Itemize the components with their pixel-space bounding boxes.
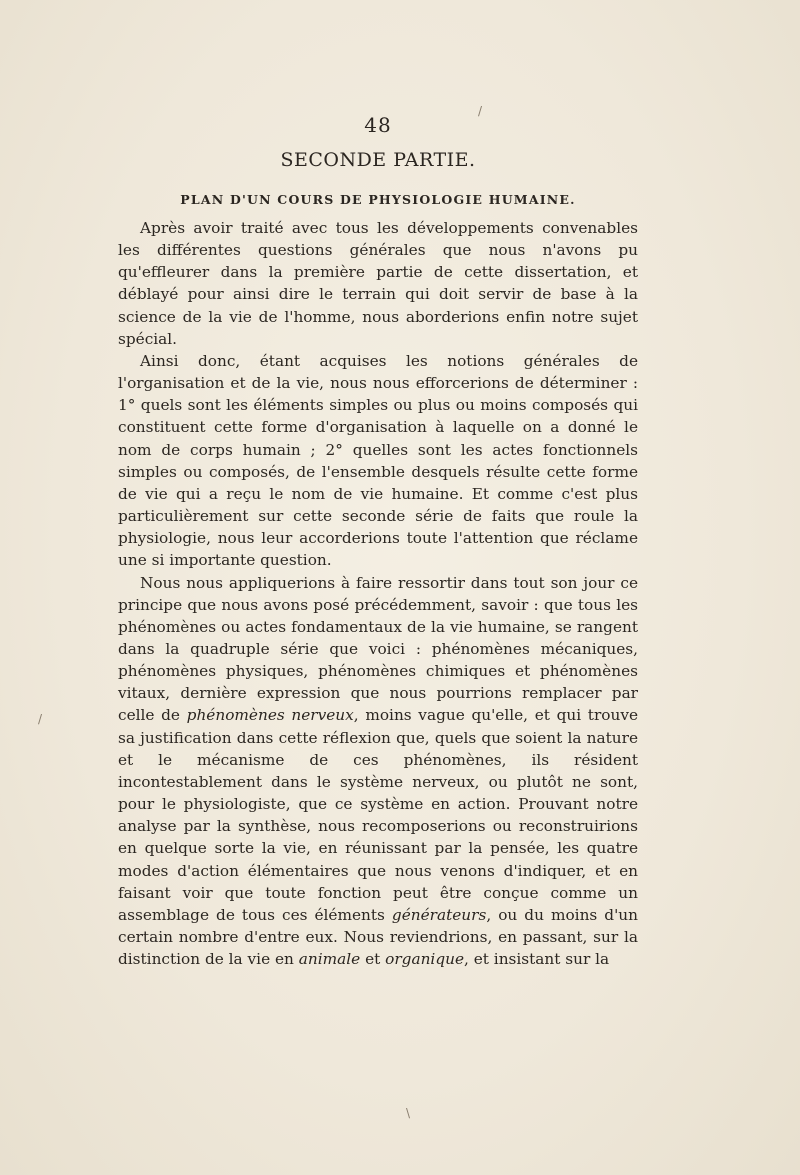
chapter-title: PLAN D'UN COURS DE PHYSIOLOGIE HUMAINE.	[180, 192, 576, 207]
paragraph	[118, 572, 638, 971]
paragraph-text: Après avoir traité avec tous les développements convenables les différentes questions générales que nous n'avons pu qu'effleurer dans la première partie de cette dissertation, et déblayé pour ainsi dire le terrain qui doit servir de base à la science de la vie de l'homme, nous aborderions enfin notre sujet spécial.	[118, 219, 638, 348]
paragraph-text: Ainsi donc, étant acquises les notions générales de l'organisation et de la vie, nous nous efforcerions de déterminer : 1° quels sont les éléments simples ou plus ou moins composés qui constituent cette forme d'organisation à laquelle on a donné le nom de corps humain ; 2° quelles sont les actes fonctionnels simples ou composés, de l'ensemble desquels résulte cette forme de vie qui a reçu le nom de vie humaine. Et comme c'est plus particulièrement sur cette seconde série de faits que roule la physiologie, nous leur accorderions toute l'attention que réclame une si importante question.	[118, 351, 638, 570]
paragraph-text: , ou du moins d'un certain nombre d'entre eux. Nous reviendrions, en passant, sur la distinction de la vie en	[118, 905, 638, 969]
page-text	[118, 113, 638, 970]
paragraph-text: Nous nous appliquerions à faire ressortir dans tout son jour ce principe que nous avons posé précédemment, savoir : que tous les phénomènes ou actes fondamentaux de la vie humaine, se rangent dans la quadruple série que voici : phénomènes mécaniques, phénomènes physiques, phénomènes chimiques et phénomènes vitaux, dernière expression que nous pourrions remplacer par celle de	[118, 573, 638, 725]
paragraph-text: , moins vague qu'elle, et qui trouve sa justification dans cette réflexion que, quels que soient la nature et le mécanisme de ces phénomènes, ils résident incontestablement dans le système nerveux, ou plutôt ne sont, pour le physiologiste, que ce système en action. Prouvant notre analyse par la synthèse, nous recomposerions ou reconstruirions en quelque sorte la vie, en réunissant par la pensée, les quatre modes d'action élémentaires que nous venons d'indiquer, et en faisant voir que toute fonction peut être conçue comme un assemblage de tous ces éléments	[118, 706, 639, 924]
italic-term: générateurs	[391, 905, 487, 924]
margin-speck: /	[38, 712, 43, 726]
margin-speck: \	[406, 1106, 411, 1120]
italic-term: phénomènes nerveux	[186, 706, 354, 725]
paragraph-text: , et insistant sur la	[464, 950, 610, 969]
paragraph	[118, 217, 638, 350]
italic-term: animale	[298, 950, 361, 969]
paragraph	[118, 350, 638, 572]
part-title: SECONDE PARTIE.	[280, 149, 476, 171]
italic-term: organique	[385, 950, 465, 969]
paragraph-text: et	[360, 950, 386, 969]
page-number: 48	[364, 113, 392, 137]
margin-speck: /	[478, 104, 483, 118]
